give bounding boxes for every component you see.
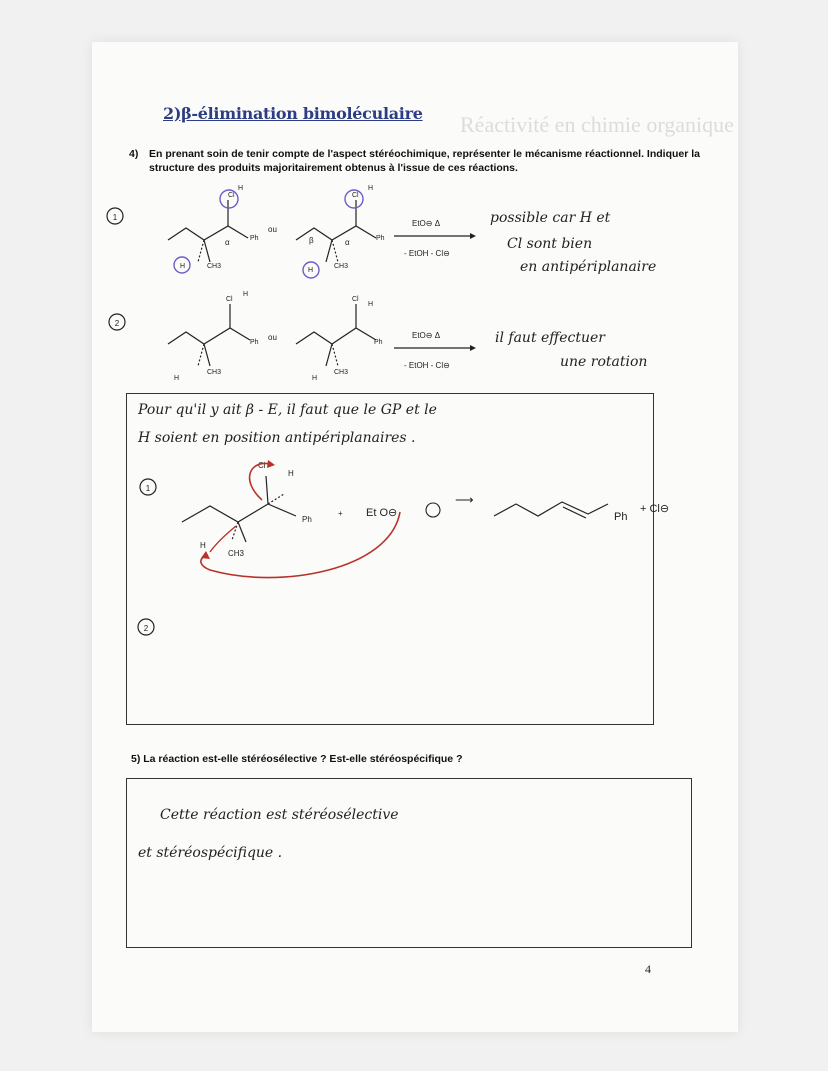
mech-ch3: CH3 [228, 549, 245, 558]
question-4-number: 4) [129, 148, 139, 160]
mech-arrow-base [201, 512, 400, 578]
row1-reagent-bottom: - EtOH - Cl⊖ [404, 249, 450, 258]
row1-reagent-top: EtO⊖ Δ [412, 219, 441, 228]
mechanism-intro-line1: Pour qu'il y ait β - E, il faut que le GP et le [138, 402, 437, 418]
row2-reagent-bottom: - EtOH - Cl⊖ [404, 361, 450, 370]
mol1b-h: H [308, 267, 314, 274]
mol2a-ch3: CH3 [207, 369, 222, 376]
row2-answer-line1: il faut effectuer [495, 330, 605, 346]
row2-answer-line2: une rotation [560, 354, 648, 370]
mech-cl: Cl [258, 461, 266, 470]
mech-base: Et O⊖ [366, 507, 398, 519]
mol2a-h: H [174, 375, 180, 382]
mech-ph: Ph [302, 515, 312, 524]
step2-index: 2 [143, 624, 149, 633]
mol1a-ch3: CH3 [207, 263, 222, 270]
section-title: 2)β-élimination bimoléculaire [163, 104, 423, 123]
row1-answer-line2: Cl sont bien [507, 236, 593, 252]
mechanism-substrate [182, 476, 296, 542]
mol2b-ch3: CH3 [334, 369, 349, 376]
row1-or: ou [268, 225, 277, 234]
step1-index: 1 [145, 484, 151, 493]
question-5-answer-line2: et stéréospécifique . [138, 845, 283, 861]
mol1b-ch3: CH3 [334, 263, 349, 270]
mol1a-h: H [180, 263, 186, 270]
mol1a-alpha: α [225, 238, 230, 247]
product-ph: Ph [614, 511, 628, 523]
question-5-number: 5) [131, 753, 141, 765]
mech-h-top: H [288, 469, 294, 478]
question-5-text: La réaction est-elle stéréosélective ? Est-elle stéréospécifique ? [143, 753, 463, 765]
mol2a-h-top: H [243, 291, 249, 298]
row2-reagent-top: EtO⊖ Δ [412, 331, 441, 340]
mol1a-cl: Cl [228, 192, 235, 199]
mol2b-h: H [312, 375, 318, 382]
question-5-answer-line1: Cette réaction est stéréosélective [160, 807, 399, 823]
mol1a-ph: Ph [250, 235, 259, 242]
mol1b-alpha: α [345, 238, 350, 247]
mechanism-intro-line2: H soient en position antipériplanaires . [138, 430, 416, 446]
mol2b-h-top: H [368, 301, 374, 308]
row2-or: ou [268, 333, 277, 342]
page-number: 4 [645, 962, 651, 976]
mechanism-product [494, 502, 608, 518]
question-5-answer-box [126, 778, 692, 948]
mol2b-cl: Cl [352, 296, 359, 303]
row2-index: 2 [114, 319, 120, 328]
product-leaving-group: + Cl⊖ [640, 503, 670, 515]
row1-answer-line1: possible car H et [490, 210, 611, 226]
mol2a-cl: Cl [226, 296, 233, 303]
question-5 [131, 752, 462, 766]
question-4-text: En prenant soin de tenir compte de l'aspect stéréochimique, représenter le mécanisme réactionnel. Indiquer la structure des produits majoritairement obtenus à l'issue de ces réactions. [149, 148, 700, 174]
mol2a-ph: Ph [250, 339, 259, 346]
mol1b-h-top: H [368, 185, 374, 192]
mech-h-leaving: H [200, 541, 206, 550]
mol2b-ph: Ph [374, 339, 383, 346]
bleed-through-heading: Réactivité en chimie organique [460, 112, 734, 137]
mol1b-cl: Cl [352, 192, 359, 199]
row1-answer-line3: en antipériplanaire [520, 259, 657, 275]
row1-index: 1 [112, 213, 118, 222]
mol1b-beta: β [309, 236, 314, 245]
mol1a-h-top: H [238, 185, 244, 192]
mech-arrow-right: ⟶ [455, 492, 474, 507]
mol1b-ph: Ph [376, 235, 385, 242]
mech-base-charge-circle [426, 503, 440, 517]
mech-plus: + [338, 509, 343, 518]
